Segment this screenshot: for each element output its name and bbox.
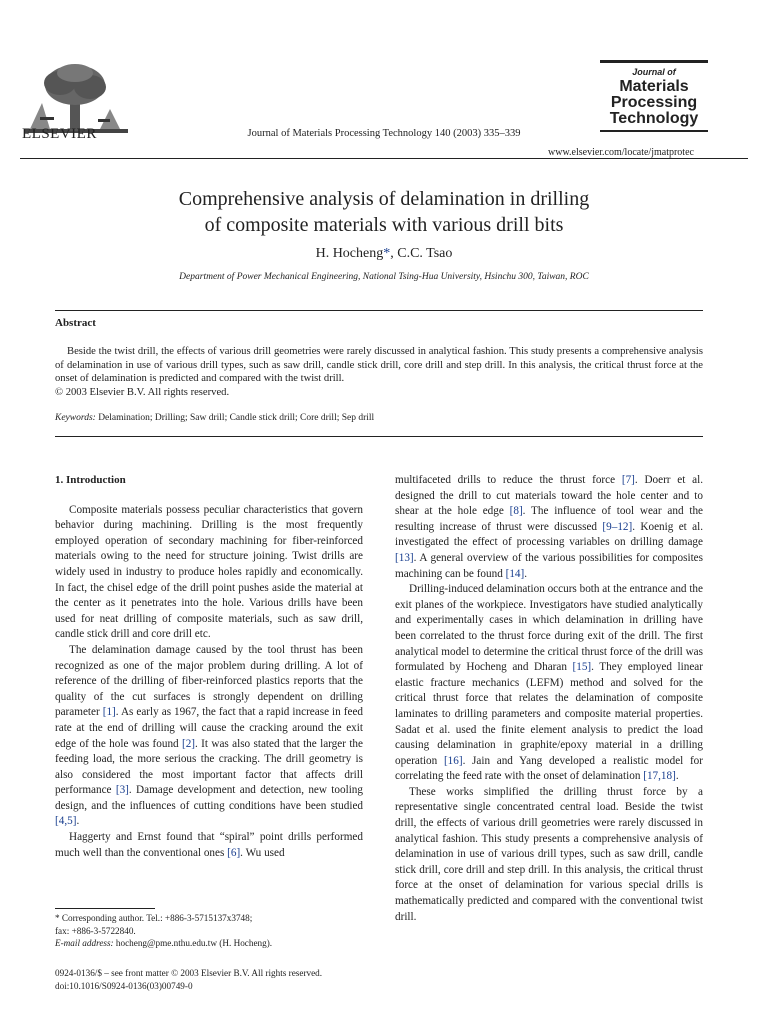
citation-link[interactable]: [7] [621, 474, 635, 486]
journal-url-link[interactable]: www.elsevier.com/locate/jmatprotec [548, 147, 694, 158]
citation-link[interactable]: [15] [572, 661, 592, 674]
journal-reference: Journal of Materials Processing Technology 140 (2003) 335–339 [247, 128, 521, 139]
citation-link[interactable]: [9–12] [602, 520, 633, 533]
right-column [395, 473, 703, 925]
citation-link[interactable]: [16] [443, 754, 463, 767]
left-column [55, 473, 363, 861]
journal-logo [600, 60, 708, 132]
header-divider [20, 158, 748, 159]
journal-logo-rule [600, 130, 708, 132]
article-title-line1: Comprehensive analysis of delamination in drilling [178, 188, 590, 210]
citation-link[interactable]: [2] [181, 737, 196, 750]
author-first: H. Hocheng [315, 246, 384, 261]
email-link[interactable]: hocheng@pme.nthu.edu.tw (H. Hocheng). [115, 938, 273, 948]
abstract-text: Beside the twist drill, the effects of various drill geometries were rarely discussed in analytical fashion. This study presents a comprehensive analysis of delamination in use of various drill types, such as saw drill, candle stick drill, core drill and step drill. In this analysis, the critical thrust force at the onset of delamination is predicted and compared with the twist drill. [55, 346, 703, 384]
publisher-name: ELSEVIER [22, 126, 97, 142]
citation-link[interactable]: [13] [395, 551, 414, 564]
journal-logo-prefix: Journal of [632, 67, 676, 77]
intro-paragraph-2: The delamination damage caused by the tool thrust has been recognized as one of the major problem during drilling. A lot of reference of the drilling of fiber-reinforced plastics reports that the quality of the cut surfaces is strongly dependent on drilling parameter [1]. As early as 1967, the fact that a rapid increase in feed rate at the end of drilling will cause the cracking around the exit edge of the hole was found [2]. It was also stated that the larger the feeding load, the more serious the cracking. The drill geometry is also considered the most important factor that affects drill performance [3]. Damage development and detection, new tooling design, and the influences of cutting conditions have been studied [4,5]. [55, 643, 363, 828]
footnote-corresponding: * Corresponding author. Tel.: +886-3-5715137x3748; [55, 913, 253, 923]
abstract-top-divider [55, 310, 703, 311]
keywords [55, 413, 374, 423]
section-heading-introduction: 1. Introduction [55, 474, 126, 486]
footnote-rule [55, 908, 155, 909]
citation-link[interactable]: [8] [509, 505, 523, 518]
legal-footer [55, 967, 322, 992]
legal-issn: 0924-0136/$ – see front matter © 2003 Elsevier B.V. All rights reserved. [55, 968, 323, 978]
footnote-email [55, 937, 363, 950]
keywords-label: Keywords: [55, 413, 96, 423]
article-title [0, 186, 768, 238]
citation-link[interactable]: [6] [227, 846, 241, 859]
abstract-heading: Abstract [55, 317, 96, 329]
email-label: E-mail address: [55, 938, 114, 948]
citation-link[interactable]: [14] [505, 567, 525, 580]
keywords-text: Delamination; Drilling; Saw drill; Candle stick drill; Core drill; Sep drill [98, 413, 375, 423]
abstract-copyright: © 2003 Elsevier B.V. All rights reserved. [55, 386, 230, 398]
abstract-body [55, 345, 703, 399]
author-rest: , C.C. Tsao [390, 246, 453, 261]
intro-paragraph-4: Drilling-induced delamination occurs both at the entrance and the exit planes of the workpiece. Investigators have studied analytically and experimentally cases in which delamination in drilling have been correlated to the thrust force during exit of the drill. The first analytical model to determine the critical thrust force of the drill was formulated by Hocheng and Dharan [15]. They employed linear elastic fracture mechanics (LEFM) method and solved for the critical thrust force that relates the delamination of composite laminates to drilling parameters and composite material properties. Sadat et al. used the finite element analysis to predict the load causing delamination in graphite/epoxy material in a drilling operation [16]. Jain and Yang developed a realistic model for correlating the feed rate with the onset of delamination [17,18]. [395, 583, 704, 783]
citation-link[interactable]: [17,18] [643, 770, 676, 783]
footnote-fax: fax: +886-3-5722840. [55, 925, 136, 936]
abstract-bottom-divider [55, 436, 703, 437]
corresponding-author-link[interactable]: * [383, 246, 391, 261]
journal-logo-line2: Processing [610, 94, 698, 111]
citation-link[interactable]: [1] [102, 706, 116, 719]
citation-link[interactable]: [3] [115, 784, 129, 797]
footnote [55, 912, 363, 950]
citation-link[interactable]: [4,5] [55, 815, 77, 828]
affiliation: Department of Power Mechanical Engineering, National Tsing-Hua University, Hsinchu 300, Taiwan, ROC [179, 272, 589, 282]
intro-paragraph-3: Haggerty and Ernst found that “spiral” point drills performed much well than the conventional ones [6]. Wu used [55, 831, 363, 859]
authors [0, 246, 768, 262]
intro-paragraph-1: Composite materials possess peculiar characteristics that govern behavior during machining. Drilling is the most frequently employed operation of secondary machining for fiber-reinforced materials owing to the need for structure joining. Twist drills are widely used in industry to produce holes rapidly and economically. In fact, the chisel edge of the drill point pushes aside the material at the center as it penetrates into the hole. Various drills have been used for neat drilling of composite materials, such as saw drill, candle stick drill and core drill etc. [55, 503, 363, 641]
journal-logo-line3: Technology [609, 110, 699, 127]
intro-paragraph-3-cont: multifaceted drills to reduce the thrust force [7]. Doerr et al. designed the drill to cut materials toward the hole center and to shear at the hole edge [8]. The influence of tool wear and the resulting increase of thrust were discussed [9–12]. Koenig et al. investigated the effect of processing variables on drilling damage [13]. A general overview of the various possibilities for composites machining can be found [14]. [395, 474, 704, 580]
intro-paragraph-5: These works simplified the drilling thrust force by a representative single concentrated central load. Beside the twist drill, the effects of various drill geometries were rarely discussed in analytical fashion. This study presents a comprehensive analysis of delamination in use of various drill types, such as saw drill, candle stick drill, core drill and step drill. In this analysis, the critical thrust force at the onset of delamination for various special drills is mathematically predicted and compared with the conventional twist drill. [395, 785, 703, 923]
journal-logo-line1: Materials [619, 78, 689, 95]
legal-doi[interactable]: doi:10.1016/S0924-0136(03)00749-0 [55, 980, 193, 991]
article-title-line2: of composite materials with various drill bits [204, 214, 564, 236]
